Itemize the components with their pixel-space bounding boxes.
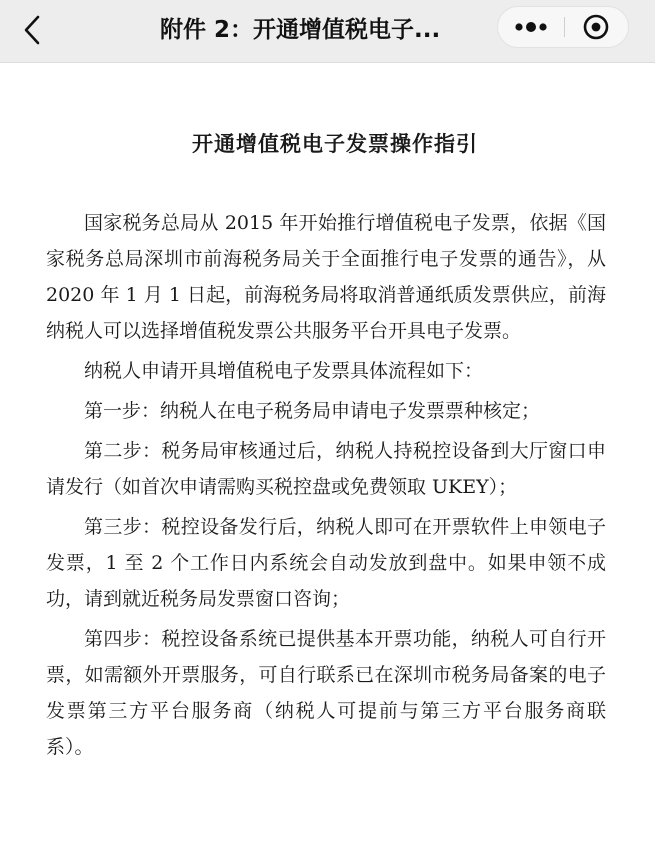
paragraph-step-4: 第四步：税控设备系统已提供基本开票功能，纳税人可自行开票，如需额外开票服务，可自行联系已在深圳市税务局备案的电子发票第三方平台服务商（纳税人可提前与第三方平台服务商联系）。 <box>46 628 606 758</box>
page-title: 附件 2：开通增值税电子... <box>160 17 441 43</box>
target-circle-icon <box>565 7 629 47</box>
more-dots-icon <box>498 7 564 47</box>
navigation-bar <box>0 0 655 63</box>
paragraph-step-2: 第二步：税务局审核通过后，纳税人持税控设备到大厅窗口申请发行（如首次申请需购买税控盘或免费领取 UKEY）； <box>46 440 606 498</box>
close-button[interactable] <box>565 7 629 47</box>
paragraph-step-1: 第一步：纳税人在电子税务局申请电子发票票种核定； <box>84 400 541 422</box>
paragraph-process-intro: 纳税人申请开具增值税电子发票具体流程如下： <box>84 360 484 382</box>
back-button[interactable] <box>18 12 48 48</box>
mini-program-capsule <box>497 6 629 48</box>
document-title: 开通增值税电子发票操作指引 <box>192 131 478 156</box>
paragraph-step-3: 第三步：税控设备发行后，纳税人即可在开票软件上申领电子发票，1 至 2 个工作日内系统会自动发放到盘中。如果申领不成功，请到就近税务局发票窗口咨询； <box>46 516 606 610</box>
document-body <box>46 120 606 769</box>
paragraph-intro: 国家税务总局从 2015 年开始推行增值税电子发票，依据《国家税务总局深圳市前海税务局关于全面推行电子发票的通告》，从 2020 年 1 月 1 日起，前海税务局将取消普通纸质发票供应，前海纳税人可以选择增值税发票公共服务平台开具电子发票。 <box>46 212 606 342</box>
chevron-left-icon <box>18 12 48 48</box>
more-button[interactable] <box>498 7 564 47</box>
